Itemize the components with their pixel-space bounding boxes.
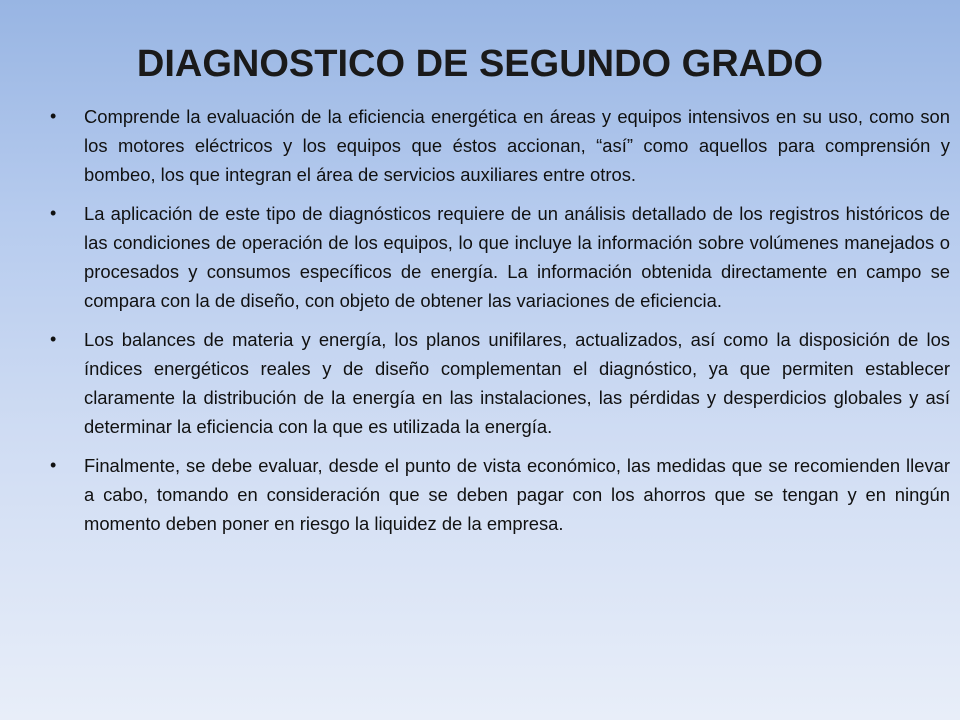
bullet-icon: • xyxy=(50,455,57,475)
slide-title: DIAGNOSTICO DE SEGUNDO GRADO xyxy=(136,43,824,85)
bullet-text-2: La aplicación de este tipo de diagnósticos requiere de un análisis detallado de los registros históricos de las condiciones de operación de los equipos, lo que incluye la información sobre volúmenes manejados o procesados y consumos específicos de energía. La información obtenida directamente en campo se compara con la de diseño, con objeto de obtener las variaciones de eficiencia. xyxy=(84,203,950,311)
bullet-icon: • xyxy=(50,329,57,349)
bullet-text-3: Los balances de materia y energía, los planos unifilares, actualizados, así como la disposición de los índices energéticos reales y de diseño complementan el diagnóstico, ya que permiten establecer claramente la distribución de la energía en las instalaciones, las pérdidas y desperdicios globales y así determinar la eficiencia con la que es utilizada la energía. xyxy=(84,329,950,437)
bullet-icon: • xyxy=(50,203,57,223)
bullet-text-1: Comprende la evaluación de la eficiencia energética en áreas y equipos intensivos en su uso, como son los motores eléctricos y los equipos que éstos accionan, “así” como aquellos para comprensión y bombeo, los que integran el área de servicios auxiliares entre otros. xyxy=(84,106,950,185)
bullet-item-4 xyxy=(48,451,950,538)
bullet-text-4: Finalmente, se debe evaluar, desde el punto de vista económico, las medidas que se recomienden llevar a cabo, tomando en consideración que se deben pagar con los ahorros que se tengan y en ningún momento deben poner en riesgo la liquidez de la empresa. xyxy=(84,455,950,534)
bullet-item-2 xyxy=(48,199,950,315)
bullet-list xyxy=(48,102,950,548)
bullet-item-1 xyxy=(48,102,950,189)
bullet-icon: • xyxy=(50,106,57,126)
bullet-item-3 xyxy=(48,325,950,441)
